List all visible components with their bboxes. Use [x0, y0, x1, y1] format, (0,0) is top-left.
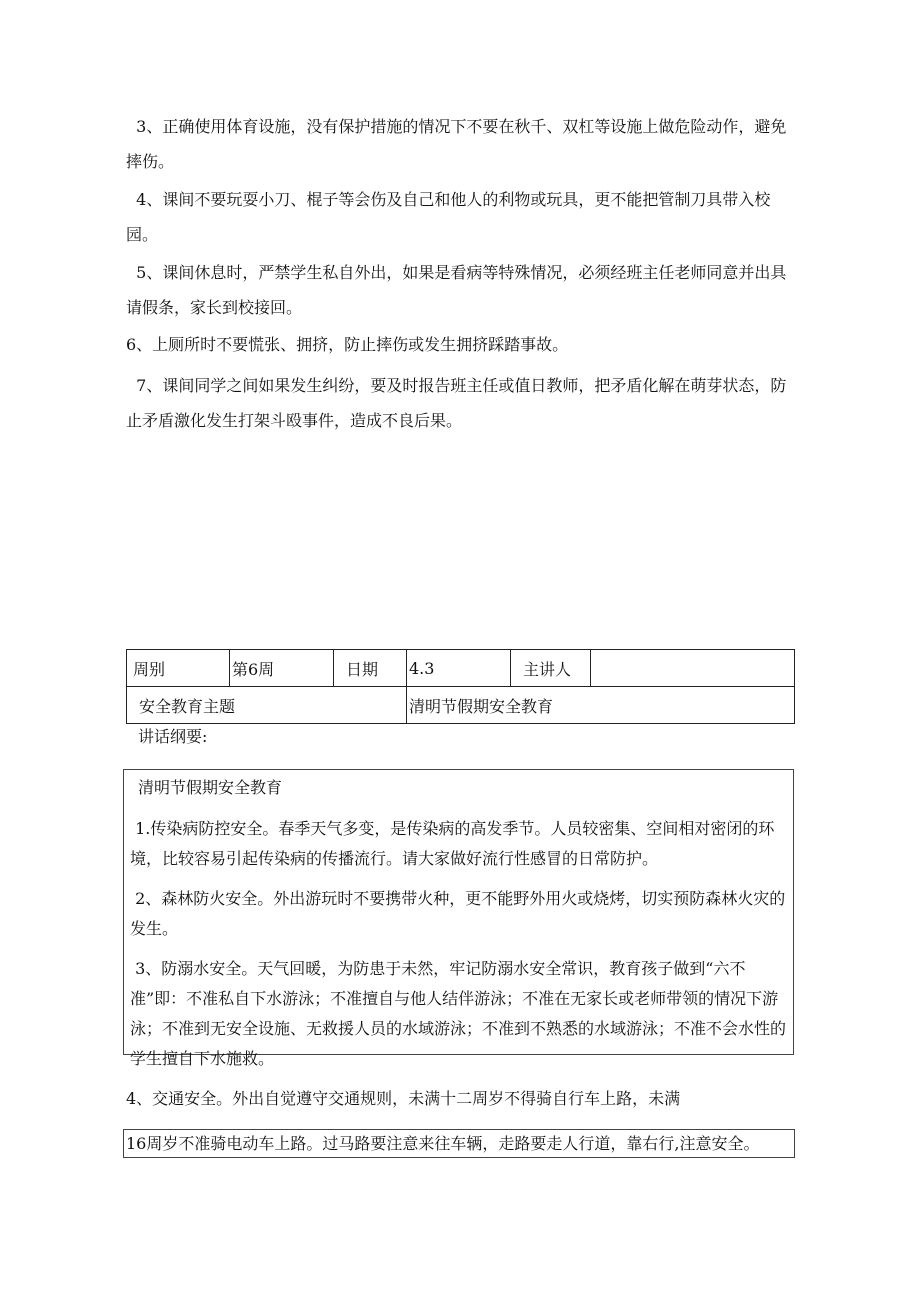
paragraph-5: 5、课间休息时，严禁学生私自外出，如果是看病等特殊情况，必须经班主任老师同意并出具请假条，家长到校接回。 [126, 263, 787, 317]
info-table [126, 649, 795, 724]
item-4-line-1: 4、交通安全。外出自觉遵守交通规则，未满十二周岁不得骑自行车上路，未满 [126, 1089, 681, 1108]
outline-title: 清明节假期安全教育 [138, 778, 283, 797]
speaker-label: 主讲人 [511, 650, 591, 687]
paragraph-4: 4、课间不要玩耍小刀、棍子等会伤及自己和他人的利物或玩具，更不能把管制刀具带入校园。 [126, 190, 771, 244]
item-4-line-2-box: 16周岁不准骑电动车上路。过马路要注意来往车辆，走路要走人行道，靠右行,注意安全。 [123, 1129, 795, 1158]
outline-item-2: 2、森林防火安全。外出游玩时不要携带火种，更不能野外用火或烧烤，切实预防森林火灾的发生。 [130, 889, 786, 938]
info-row-2 [127, 687, 795, 724]
outline-item-1: 1.传染病防控安全。春季天气多变，是传染病的高发季节。人员较密集、空间相对密闭的环境，比较容易引起传染病的传播流行。请大家做好流行性感冒的日常防护。 [130, 819, 775, 868]
paragraph-3: 3、正确使用体育设施，没有保护措施的情况下不要在秋千、双杠等设施上做危险动作，避免摔伤。 [126, 117, 787, 171]
outline-item-3: 3、防溺水安全。天气回暖，为防患于未然，牢记防溺水安全常识，教育孩子做到“六不准”即：不准私自下水游泳；不准擅自与他人结伴游泳；不准在无家长或老师带领的情况下游泳；不准到无安全设施、无救援人员的水域游泳；不准到不熟悉的水域游泳；不准不会水性的学生擅自下水施救。 [130, 959, 787, 1068]
theme-label: 安全教育主题 [127, 687, 407, 724]
paragraph-7: 7、课间同学之间如果发生纠纷，要及时报告班主任或值日教师，把矛盾化解在萌芽状态，防止矛盾激化发生打架斗殴事件，造成不良后果。 [126, 376, 787, 430]
week-label: 周别 [127, 650, 230, 687]
theme-value: 清明节假期安全教育 [407, 687, 795, 724]
speaker-value [591, 650, 795, 687]
outline-label: 讲话纲要: [138, 727, 208, 746]
paragraph-6: 6、上厕所时不要慌张、拥挤，防止摔伤或发生拥挤踩踏事故。 [126, 335, 569, 354]
outline-box [123, 769, 794, 1068]
info-row-1 [127, 650, 795, 687]
date-value: 4.3 [407, 650, 511, 687]
date-label: 日期 [334, 650, 407, 687]
week-value: 第6周 [230, 650, 334, 687]
